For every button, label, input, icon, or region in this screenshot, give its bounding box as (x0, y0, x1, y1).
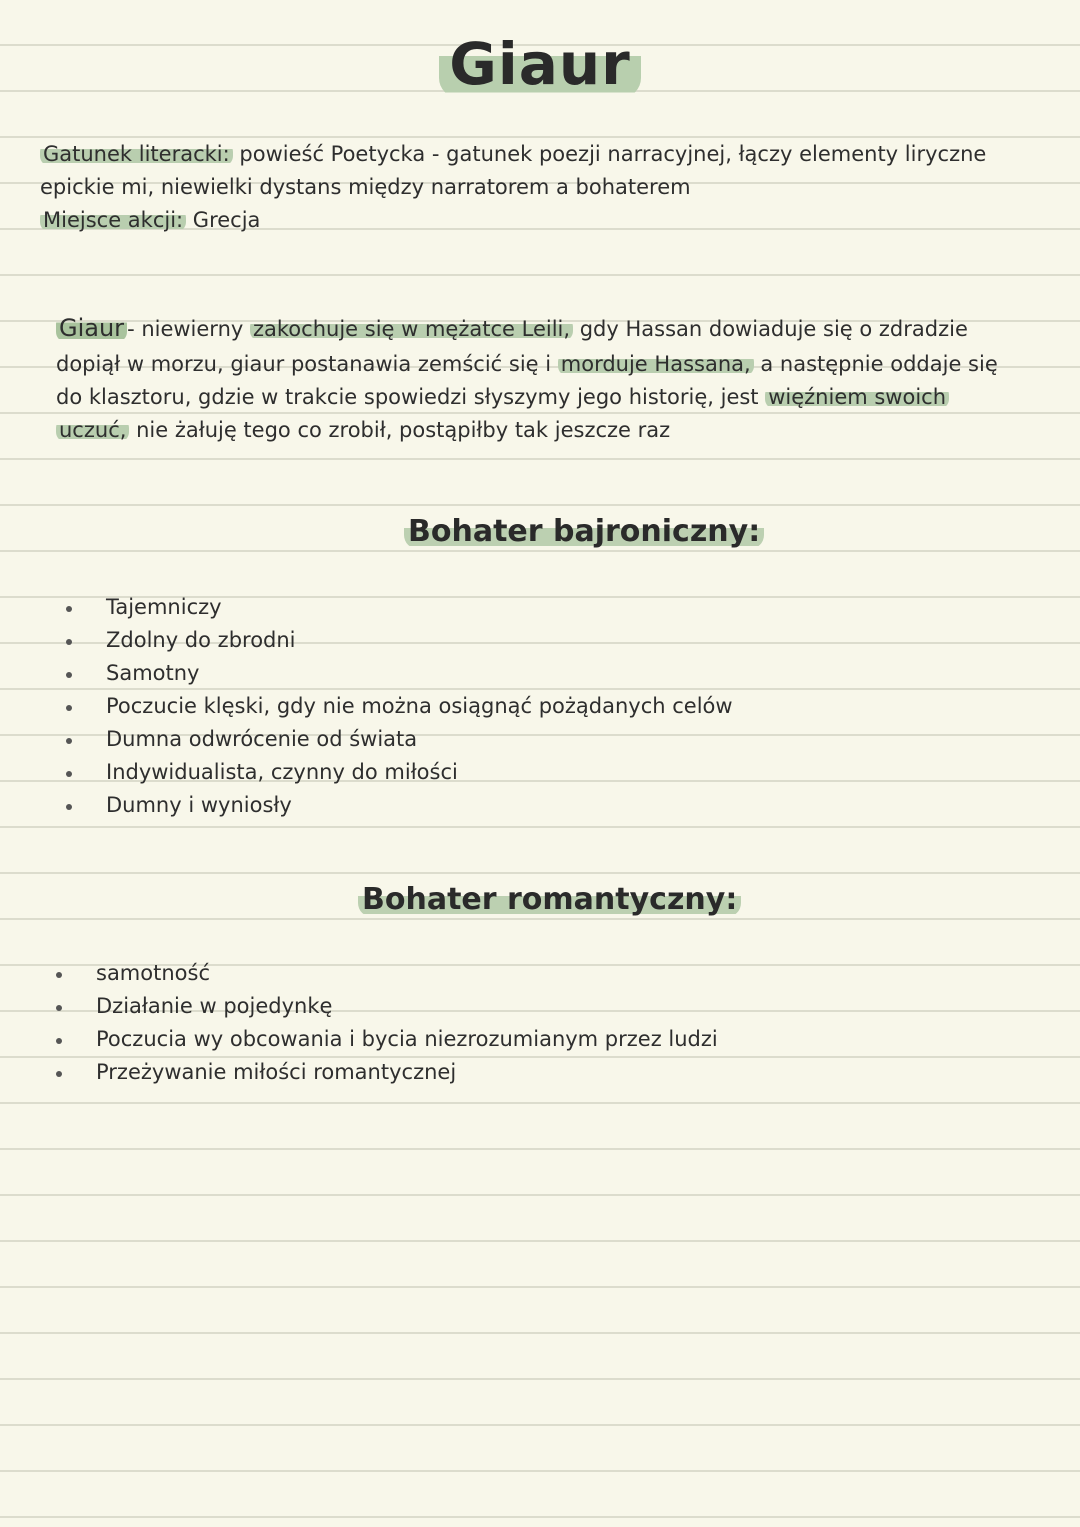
genre-label: Gatunek literacki: (40, 142, 233, 166)
bullet-icon (56, 1071, 62, 1077)
bullet-icon (66, 672, 72, 678)
list-item-text: Tajemniczy (106, 595, 222, 619)
summary-text: a następnie oddaje się (753, 352, 998, 376)
list-item-text: samotność (96, 961, 210, 985)
list-item (66, 591, 733, 624)
romantic-heading (358, 882, 741, 917)
summary-text: nie żałuję tego co zrobił, postąpiłby tak jeszcze raz (129, 418, 671, 442)
list-item-text: Dumna odwrócenie od świata (106, 727, 418, 751)
list-item-text: Zdolny do zbrodni (106, 628, 296, 652)
place-line (40, 204, 260, 236)
bullet-icon (56, 972, 62, 978)
list-item-text: Indywidualista, czynny do miłości (106, 760, 458, 784)
genre-line (40, 138, 986, 170)
list-item-text: Przeżywanie miłości romantycznej (96, 1060, 457, 1084)
summary-giaur: Giaur (56, 314, 127, 342)
summary-line-3 (56, 381, 949, 413)
summary-highlight: więźniem swoich (765, 385, 949, 409)
summary-highlight: morduje Hassana, (558, 352, 754, 376)
place-value: Grecja (192, 208, 261, 232)
genre-text-2: epickie mi, niewielki dystans między narratorem a bohaterem (40, 175, 691, 199)
list-item (66, 624, 733, 657)
list-item (56, 1023, 718, 1056)
summary-text: gdy Hassan dowiaduje się o zdradzie (573, 317, 968, 341)
summary-text: do klasztoru, gdzie w trakcie spowiedzi słyszymy jego historię, jest (56, 385, 766, 409)
page-title-text: Giaur (439, 30, 641, 98)
bullet-icon (66, 738, 72, 744)
genre-text: powieść Poetycka - gatunek poezji narracyjnej, łączy elementy liryczne (239, 142, 987, 166)
list-item-text: Poczucia wy obcowania i bycia niezrozumianym przez ludzi (96, 1027, 718, 1051)
list-item (66, 789, 733, 822)
byronic-list (66, 591, 733, 822)
summary-highlight: uczuć, (56, 418, 129, 442)
bullet-icon (66, 771, 72, 777)
summary-text: - niewierny (127, 317, 250, 341)
list-item (56, 1056, 718, 1089)
summary-highlight: zakochuje się w mężatce Leili, (250, 317, 573, 341)
romantic-list (56, 957, 718, 1089)
list-item (56, 990, 718, 1023)
summary-line-1 (56, 312, 968, 345)
bullet-icon (56, 1038, 62, 1044)
bullet-icon (66, 606, 72, 612)
genre-line-2 (40, 171, 691, 203)
bullet-icon (66, 705, 72, 711)
list-item (66, 690, 733, 723)
byronic-heading-text: Bohater bajroniczny: (404, 514, 764, 549)
list-item (66, 723, 733, 756)
bullet-icon (56, 1005, 62, 1011)
list-item (66, 657, 733, 690)
summary-text: dopiął w morzu, giaur postanawia zemścić się i (56, 352, 558, 376)
summary-line-2 (56, 348, 998, 380)
bullet-icon (66, 804, 72, 810)
list-item-text: Poczucie klęski, gdy nie można osiągnąć pożądanych celów (106, 694, 733, 718)
romantic-heading-text: Bohater romantyczny: (358, 882, 741, 917)
list-item-text: Działanie w pojedynkę (96, 994, 333, 1018)
bullet-icon (66, 639, 72, 645)
page-title (0, 30, 1080, 98)
list-item-text: Samotny (106, 661, 200, 685)
list-item (66, 756, 733, 789)
list-item (56, 957, 718, 990)
byronic-heading (404, 514, 764, 549)
list-item-text: Dumny i wyniosły (106, 793, 292, 817)
summary-line-4 (56, 414, 670, 446)
place-label: Miejsce akcji: (40, 208, 186, 232)
